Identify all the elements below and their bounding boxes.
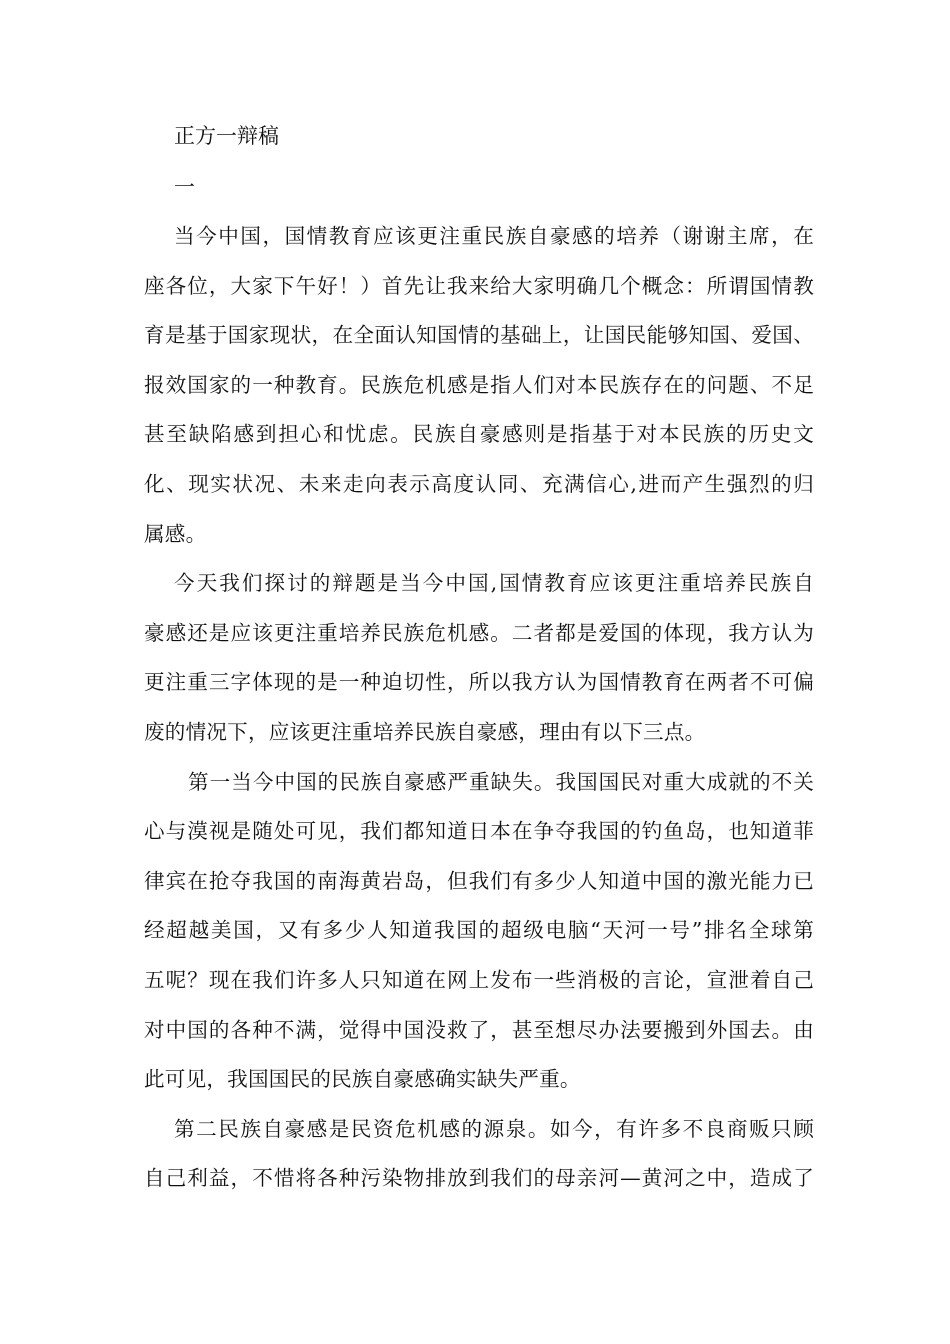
- section-marker: 一: [174, 175, 195, 199]
- text-line: 第一当今中国的民族自豪感严重缺失。我国国民对重大成就的不关: [188, 769, 814, 794]
- text-line: 属感。: [144, 521, 207, 546]
- text-line: 更注重三字体现的是一种迫切性，所以我方认为国情教育在两者不可偏: [144, 670, 814, 695]
- text-line: 经超越美国，又有多少人知道我国的超级电脑“天河一号”排名全球第: [144, 918, 814, 943]
- text-line: 对中国的各种不满，觉得中国没救了，甚至想尽办法要搬到外国去。由: [144, 1017, 814, 1042]
- text-line: 废的情况下，应该更注重培养民族自豪感，理由有以下三点。: [144, 719, 706, 744]
- document-title: 正方一辩稿: [174, 124, 279, 148]
- text-line: 今天我们探讨的辩题是当今中国,国情教育应该更注重培养民族自: [174, 571, 814, 596]
- text-line: 五呢？现在我们许多人只知道在网上发布一些消极的言论，宣泄着自己: [144, 967, 814, 992]
- text-line: 甚至缺陷感到担心和忧虑。民族自豪感则是指基于对本民族的历史文: [144, 422, 814, 447]
- text-line: 心与漠视是随处可见，我们都知道日本在争夺我国的钓鱼岛，也知道菲: [144, 819, 814, 844]
- text-line: 律宾在抢夺我国的南海黄岩岛，但我们有多少人知道中国的激光能力已: [144, 868, 814, 893]
- text-line: 第二民族自豪感是民资危机感的源泉。如今，有许多不良商贩只顾: [174, 1116, 814, 1141]
- text-line: 当今中国，国情教育应该更注重民族自豪感的培养（谢谢主席，在: [174, 224, 814, 248]
- text-line: 豪感还是应该更注重培养民族危机感。二者都是爱国的体现，我方认为: [144, 620, 814, 645]
- text-line: 报效国家的一种教育。民族危机感是指人们对本民族存在的问题、不足: [144, 372, 814, 397]
- text-line: 自己利益，不惜将各种污染物排放到我们的母亲河—黄河之中，造成了: [144, 1166, 814, 1191]
- text-line: 此可见，我国国民的民族自豪感确实缺失严重。: [144, 1067, 581, 1092]
- text-line: 座各位，大家下午好！）首先让我来给大家明确几个概念：所谓国情教: [144, 273, 814, 298]
- document-body: [144, 218, 814, 1210]
- text-line: 化、现实状况、未来走向表示高度认同、充满信心,进而产生强烈的归: [144, 471, 814, 496]
- text-line: 育是基于国家现状，在全面认知国情的基础上，让国民能够知国、爱国、: [144, 323, 814, 348]
